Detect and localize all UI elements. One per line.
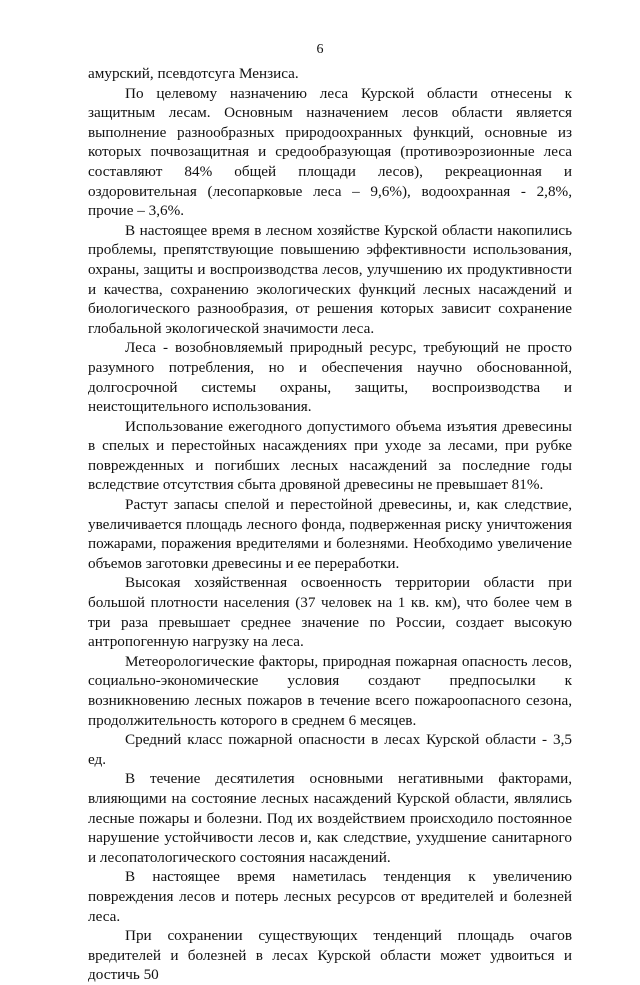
paragraph-4: Леса - возобновляемый природный ресурс, требующий не просто разумного потребления, но и обеспечения научно обоснованной, долгосрочной системы охраны, защиты, воспроизводства и неистощительного использования. [88, 339, 572, 416]
document-body [88, 64, 572, 985]
paragraph-12: При сохранении существующих тенденций площадь очагов вредителей и болезней в лесах Курской области может удвоиться и достичь 50 [88, 927, 572, 984]
paragraph-8: Метеорологические факторы, природная пожарная опасность лесов, социально-экономические условия создают предпосылки к возникновению лесных пожаров в течение всего пожароопасного сезона, продолжительность которого в среднем 6 месяцев. [88, 652, 572, 729]
paragraph-9: Средний класс пожарной опасности в лесах Курской области - 3,5 ед. [88, 731, 572, 768]
paragraph-7: Высокая хозяйственная освоенность территории области при большой плотности населения (37 человек на 1 кв. км), что более чем в три раза превышает среднее значение по России, создает высокую антропогенную нагрузку на леса. [88, 574, 572, 651]
paragraph-11: В настоящее время наметилась тенденция к увеличению повреждения лесов и потерь лесных ресурсов от вредителей и болезней леса. [88, 868, 572, 925]
paragraph-6: Растут запасы спелой и перестойной древесины, и, как следствие, увеличивается площадь лесного фонда, подверженная риску уничтожения пожарами, поражения вредителями и болезнями. Необходимо увеличение объемов заготовки древесины и ее переработки. [88, 496, 572, 572]
paragraph-10: В течение десятилетия основными негативными факторами, влияющими на состояние лесных насаждений Курской области, являлись лесные пожары и болезни. Под их воздействием происходило постоянное нарушение устойчивости лесов и, как следствие, ухудшение санитарного и лесопатологического состояния насаждений. [88, 770, 572, 866]
paragraph-5: Использование ежегодного допустимого объема изъятия древесины в спелых и перестойных насаждениях при уходе за лесами, при рубке поврежденных и погибших лесных насаждений за последние годы вследствие отсутствия сбыта дровяной древесины не превышает 81%. [88, 417, 572, 494]
paragraph-1: амурский, псевдотсуга Мензиса. [88, 65, 299, 82]
paragraph-3: В настоящее время в лесном хозяйстве Курской области накопились проблемы, препятствующие повышению эффективности использования, охраны, защиты и воспроизводства лесов, улучшению их продуктивности и качества, сохранению экологических функций лесных насаждений и биологического разнообразия, от решения которых зависит сохранение глобальной экологической значимости леса. [88, 221, 572, 337]
page-number: 6 [316, 42, 324, 57]
paragraph-2: По целевому назначению леса Курской области отнесены к защитным лесам. Основным назначением лесов области является выполнение разнообразных природоохранных функций, основные из которых почвозащитная и средообразующая (противоэрозионные леса составляют 84% общей площади лесов), рекреационная и оздоровительная (лесопарковые леса – 9,6%), водоохранная - 2,8%, прочие – 3,6%. [88, 84, 572, 220]
